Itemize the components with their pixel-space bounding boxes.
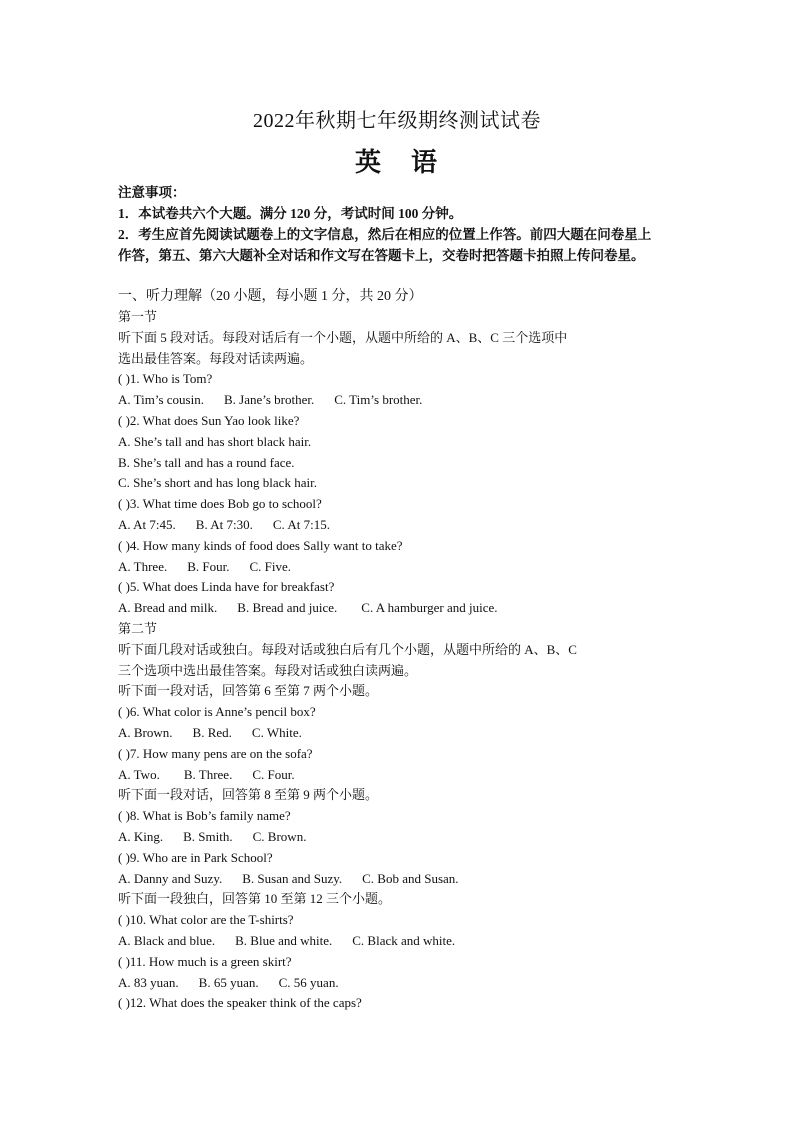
question-10-stem: ( )10. What color are the T-shirts? [118, 912, 294, 928]
question-1-options [118, 390, 698, 411]
question-6-options [118, 723, 698, 744]
option-b: B. Susan and Suzy. [242, 870, 343, 886]
question-4-stem: ( )4. How many kinds of food does Sally want to take? [118, 537, 403, 553]
part2-label: 第二节 [118, 620, 158, 636]
question-12-stem: ( )12. What does the speaker think of the caps? [118, 995, 362, 1011]
question-9-options [118, 869, 698, 890]
part1-instruction-2: 选出最佳答案。每段对话读两遍。 [118, 350, 314, 366]
question-2-stem: ( )2. What does Sun Yao look like? [118, 412, 300, 428]
part2-instruction-2: 三个选项中选出最佳答案。每段对话或独白读两遍。 [118, 662, 418, 678]
option-a: A. At 7:45. [118, 516, 176, 532]
option-a: A. King. [118, 828, 164, 844]
question-11-stem: ( )11. How much is a green skirt? [118, 953, 292, 969]
notes-item-1: 1．本试卷共六个大题。满分 120 分，考试时间 100 分钟。 [118, 206, 463, 221]
option-c: C. Tim’s brother. [334, 392, 423, 408]
option-a: A. Brown. [118, 724, 173, 740]
question-1-stem: ( )1. Who is Tom? [118, 371, 213, 387]
option-c: C. Bob and Susan. [362, 870, 459, 886]
question-7-options [118, 765, 698, 786]
option-c: C. Five. [249, 558, 292, 574]
option-a: A. Tim’s cousin. [118, 392, 204, 408]
question-9-stem: ( )9. Who are in Park School? [118, 849, 273, 865]
question-6-stem: ( )6. What color is Anne’s pencil box? [118, 704, 316, 720]
option-a: A. Black and blue. [118, 932, 216, 948]
option-a: A. 83 yuan. [118, 974, 179, 990]
option-a: A. Bread and milk. [118, 600, 218, 616]
option-a: A. She’s tall and has short black hair. [118, 433, 312, 449]
option-c: C. Brown. [252, 828, 307, 844]
option-b: B. She’s tall and has a round face. [118, 454, 295, 470]
option-c: C. A hamburger and juice. [361, 600, 498, 616]
option-b: B. At 7:30. [195, 516, 253, 532]
question-4-options [118, 557, 698, 578]
dialogue-lead-6-7: 听下面一段对话，回答第 6 至第 7 两个小题。 [118, 683, 379, 699]
option-b: B. Red. [192, 724, 232, 740]
option-a: A. Danny and Suzy. [118, 870, 223, 886]
option-b: B. Blue and white. [235, 932, 333, 948]
option-c: C. She’s short and has long black hair. [118, 475, 317, 491]
option-c: C. Four. [252, 766, 295, 782]
question-7-stem: ( )7. How many pens are on the sofa? [118, 745, 313, 761]
option-b: B. Smith. [183, 828, 233, 844]
option-c: C. Black and white. [352, 932, 456, 948]
question-8-stem: ( )8. What is Bob’s family name? [118, 808, 291, 824]
section-title: 一、听力理解（20 小题，每小题 1 分，共 20 分） [118, 289, 423, 304]
part1-label: 第一节 [118, 309, 158, 324]
notes-block [118, 182, 688, 266]
option-b: B. Jane’s brother. [223, 392, 315, 408]
option-b: B. 65 yuan. [198, 974, 259, 990]
question-8-options [118, 827, 698, 848]
option-c: C. 56 yuan. [278, 974, 339, 990]
question-5-stem: ( )5. What does Linda have for breakfast? [118, 579, 335, 595]
question-3-options [118, 515, 698, 536]
option-b: B. Bread and juice. [237, 600, 338, 616]
notes-item-2: 2．考生应首先阅读试题卷上的文字信息，然后在相应的位置上作答。前四大题在问卷星上 [118, 227, 652, 242]
notes-heading: 注意事项： [118, 185, 186, 200]
exam-title: 2022年秋期七年级期终测试试卷 [253, 110, 541, 132]
question-5-options [118, 598, 698, 619]
option-a: A. Two. [118, 766, 160, 782]
option-c: C. White. [251, 724, 302, 740]
dialogue-lead-8-9: 听下面一段对话，回答第 8 至第 9 两个小题。 [118, 787, 379, 803]
option-b: B. Three. [183, 766, 233, 782]
option-a: A. Three. [118, 558, 168, 574]
question-3-stem: ( )3. What time does Bob go to school? [118, 496, 322, 512]
listening-section [118, 286, 698, 1014]
notes-item-3: 作答，第五、第六大题补全对话和作文写在答题卡上，交卷时把答题卡拍照上传问卷星。 [118, 248, 645, 263]
option-c: C. At 7:15. [272, 516, 330, 532]
option-b: B. Four. [187, 558, 230, 574]
question-11-options [118, 973, 698, 994]
subject-title: 英 语 [354, 148, 439, 177]
monologue-lead-10-12: 听下面一段独白，回答第 10 至第 12 三个小题。 [118, 891, 392, 907]
part2-instruction-1: 听下面几段对话或独白。每段对话或独白后有几个小题，从题中所给的 A、B、C [118, 641, 577, 657]
question-10-options [118, 931, 698, 952]
part1-instruction-1: 听下面 5 段对话。每段对话后有一个小题，从题中所给的 A、B、C 三个选项中 [118, 329, 568, 345]
